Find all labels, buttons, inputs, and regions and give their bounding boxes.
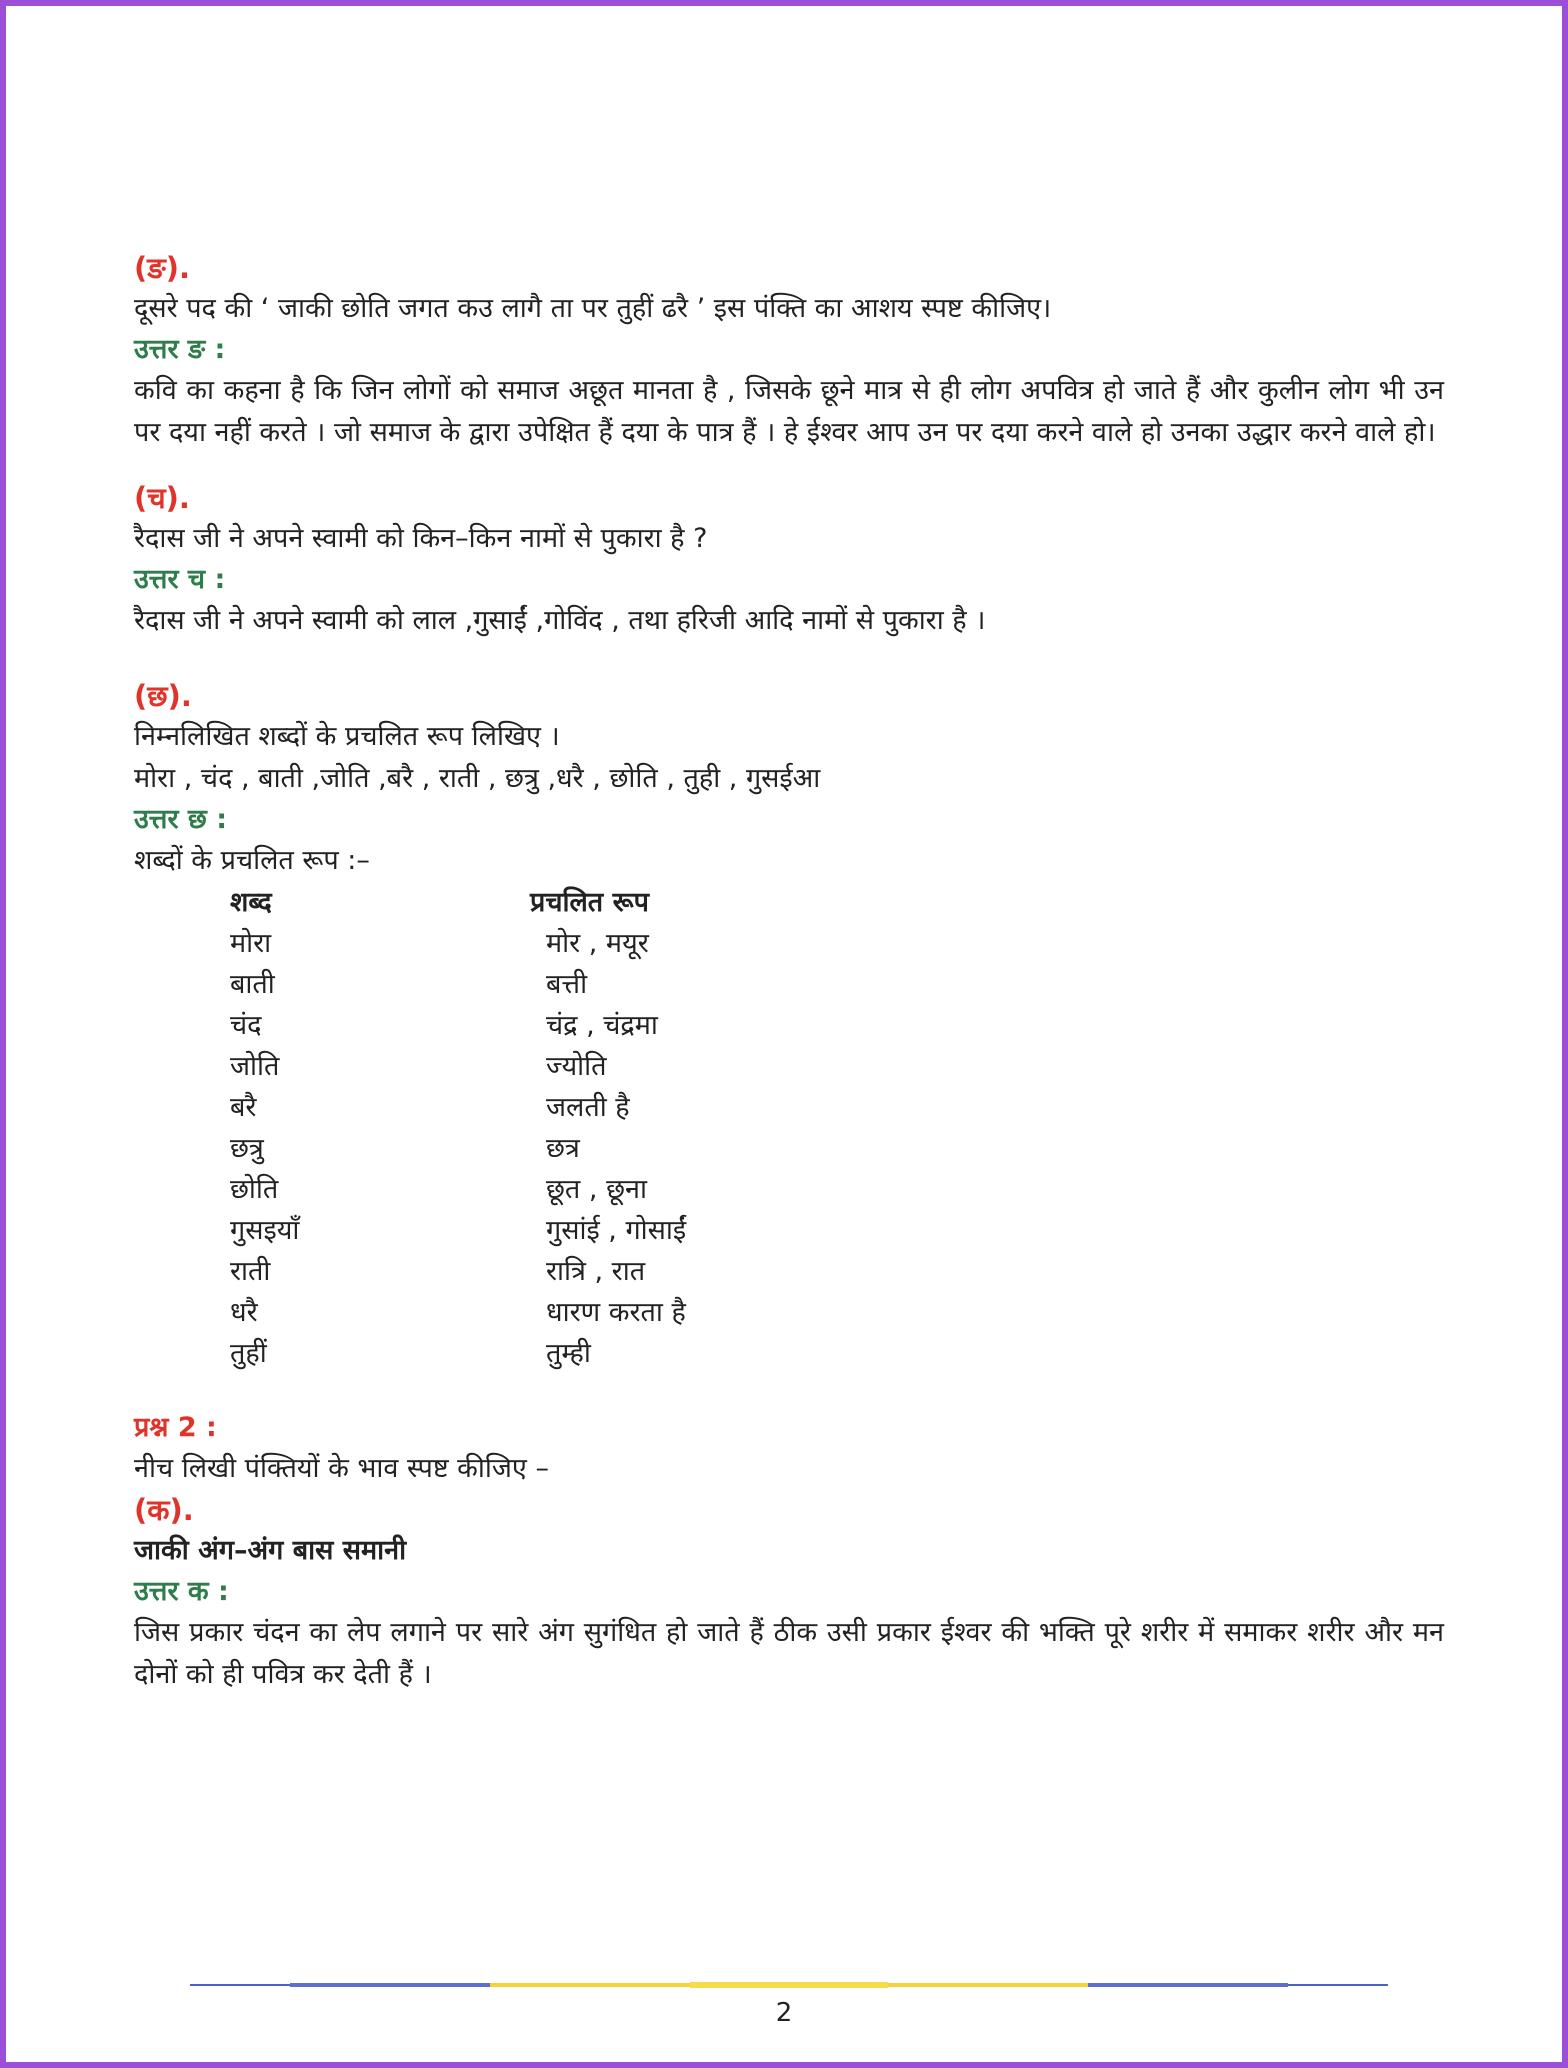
table-cell-form: छत्र <box>546 1133 580 1164</box>
words-line-chha: मोरा , चंद , बाती ,जोति ,बरै , राती , छत्रु ,धरै , छोति , तुही , गुसईआ <box>134 763 821 794</box>
table-cell-word: तुहीं <box>230 1338 267 1369</box>
table-cell-form: तुम्ही <box>546 1338 591 1369</box>
table-row <box>230 1251 686 1292</box>
word-forms-table <box>230 882 686 1374</box>
answer-label-chha: उत्तर छ : <box>134 804 228 835</box>
answer-label-ka: उत्तर क : <box>134 1576 229 1607</box>
table-cell-form: धारण करता है <box>546 1297 686 1328</box>
prashn-2-label: प्रश्न 2 : <box>134 1412 217 1443</box>
page-content <box>134 248 1444 1696</box>
table-header-row <box>230 882 686 923</box>
table-cell-word: राती <box>230 1256 271 1287</box>
table-row <box>230 1210 686 1251</box>
table-row <box>230 1169 686 1210</box>
page-number: 2 <box>775 1998 793 2028</box>
table-row <box>230 923 686 964</box>
question-text-nga: दूसरे पद की ‘ जाकी छोति जगत कउ लागै ता पर तुहीं ढरै ’ इस पंक्ति का आशय स्पष्ट कीजिए। <box>134 293 1052 324</box>
question-label-ka: (क). <box>134 1493 194 1527</box>
question-label-nga: (ङ). <box>134 251 190 285</box>
question-label-chha: (छ). <box>134 679 192 713</box>
table-cell-word: गुसइयाँ <box>230 1215 300 1246</box>
table-cell-word: मोरा <box>230 928 272 959</box>
table-row <box>230 1292 686 1333</box>
footer-divider <box>190 1982 1388 1988</box>
question-text-cha: रैदास जी ने अपने स्वामी को किन–किन नामों से पुकारा है ? <box>134 523 708 554</box>
table-cell-form: गुसांई , गोसाईं <box>546 1215 687 1246</box>
answer-text-cha: रैदास जी ने अपने स्वामी को लाल ,गुसाईं ,गोविंद , तथा हरिजी आदि नामों से पुकारा है । <box>134 605 986 636</box>
prashn-2-instruction: नीच लिखी पंक्तियों के भाव स्पष्ट कीजिए – <box>134 1453 549 1484</box>
answer-label-nga: उत्तर ङ : <box>134 334 226 365</box>
question-text-chha: निम्नलिखित शब्दों के प्रचलित रूप लिखिए । <box>134 721 560 752</box>
table-cell-word: धरै <box>230 1297 258 1328</box>
table-cell-form: रात्रि , रात <box>546 1256 646 1287</box>
table-row <box>230 1046 686 1087</box>
table-cell-form: छूत , छूना <box>546 1174 647 1205</box>
table-cell-word: जोति <box>230 1051 280 1082</box>
table-cell-word: बाती <box>230 969 275 1000</box>
question-line-ka: जाकी अंग–अंग बास समानी <box>134 1535 407 1566</box>
table-cell-word: छत्रु <box>230 1133 264 1164</box>
header-word: शब्द <box>230 887 272 918</box>
question-label-cha: (च). <box>134 481 190 515</box>
answer-label-cha: उत्तर च : <box>134 564 226 595</box>
table-row <box>230 1333 686 1374</box>
table-cell-word: छोति <box>230 1174 279 1205</box>
table-cell-form: मोर , मयूर <box>546 928 649 959</box>
answer-text-nga: कवि का कहना है कि जिन लोगों को समाज अछूत मानता है , जिसके छूने मात्र से ही लोग अपवित्र हो जाते हैं और कुलीन लोग भी उन पर दया नहीं करते । जो समाज के द्वारा उपेक्षित हैं दया के पात्र हैं । हे ईश्वर आप उन पर दया करने वाले हो उनका उद्धार करने वाले हो। <box>134 375 1444 448</box>
table-cell-form: जलती है <box>546 1092 630 1123</box>
header-form: प्रचलित रूप <box>530 887 649 918</box>
answer-intro-chha: शब्दों के प्रचलित रूप :– <box>134 845 370 876</box>
table-cell-word: बरै <box>230 1092 257 1123</box>
table-cell-form: ज्योति <box>546 1051 607 1082</box>
answer-text-ka: जिस प्रकार चंदन का लेप लगाने पर सारे अंग सुगंधित हो जाते हैं ठीक उसी प्रकार ईश्वर की भक्ति पूरे शरीर में समाकर शरीर और मन दोनों को ही पवित्र कर देती हैं । <box>134 1617 1444 1690</box>
table-cell-word: चंद <box>230 1010 262 1041</box>
table-row <box>230 1005 686 1046</box>
table-row <box>230 1087 686 1128</box>
table-cell-form: चंद्र , चंद्रमा <box>546 1010 658 1041</box>
table-cell-form: बत्ती <box>546 969 588 1000</box>
table-row <box>230 964 686 1005</box>
table-row <box>230 1128 686 1169</box>
